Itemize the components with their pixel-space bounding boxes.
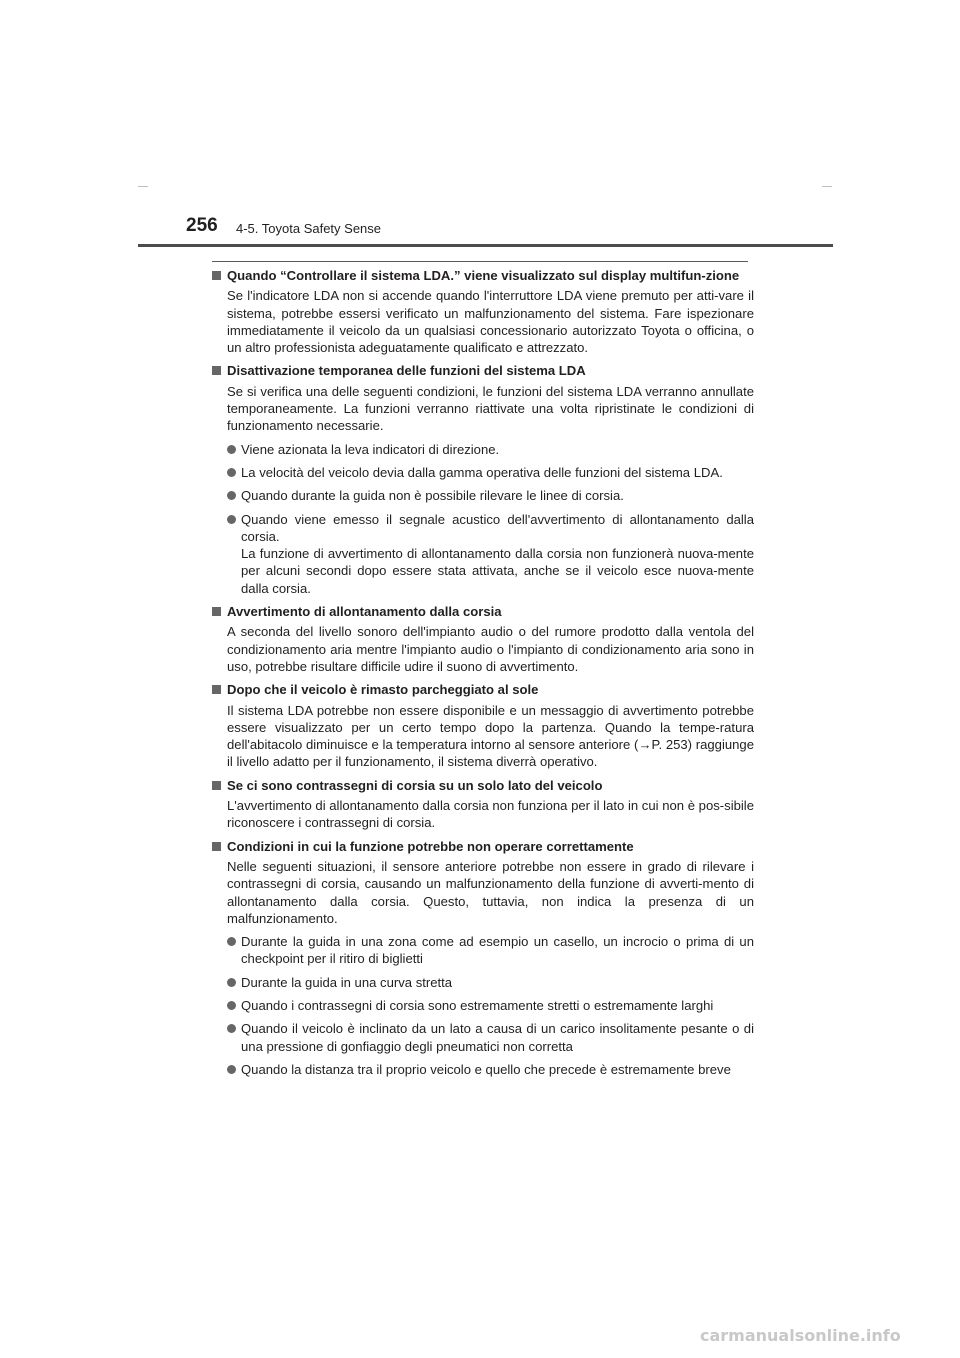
page-number: 256	[186, 215, 218, 236]
circle-bullet-icon	[227, 1065, 236, 1074]
square-bullet-icon	[212, 607, 221, 616]
paragraph: Se l'indicatore LDA non si accende quando l'interruttore LDA viene premuto per atti-vare il sistema, potrebbe essersi verificato un malfunzionamento del sistema. Fare ispezionare immediatamente il veicolo da un qualsiasi concessionario autorizzato Toyota o officina, o un altro professionista adeguatamente qualificato e attrezzato.	[227, 288, 754, 356]
circle-bullet-icon	[227, 1001, 236, 1010]
section-heading: Condizioni in cui la funzione potrebbe non operare correttamente	[210, 838, 754, 855]
square-bullet-icon	[212, 366, 221, 375]
paragraph: Nelle seguenti situazioni, il sensore anteriore potrebbe non essere in grado di rilevare i contrassegni di corsia, causando un malfunzionamento della funzione di avverti-mento di allontanamento dalla corsia. Questo, tuttavia, non indica la presenza di un malfunzionamento.	[227, 858, 754, 926]
square-bullet-icon	[212, 781, 221, 790]
list-item: Quando il veicolo è inclinato da un lato a causa di un carico insolitamente pesante o di una pressione di gonfiaggio degli pneumatici non corretta	[210, 1020, 754, 1055]
circle-bullet-icon	[227, 515, 236, 524]
section-heading: Disattivazione temporanea delle funzioni del sistema LDA	[210, 362, 754, 379]
circle-bullet-icon	[227, 937, 236, 946]
circle-bullet-icon	[227, 468, 236, 477]
list-item: Quando i contrassegni di corsia sono estremamente stretti o estremamente larghi	[210, 997, 754, 1014]
circle-bullet-icon	[227, 445, 236, 454]
circle-bullet-icon	[227, 1024, 236, 1033]
paragraph: Se si verifica una delle seguenti condizioni, le funzioni del sistema LDA verranno annullate temporaneamente. La funzioni verranno riattivate una volta ripristinate le condizioni di funzionamento necessarie.	[227, 383, 754, 434]
list-item: Quando viene emesso il segnale acustico dell'avvertimento di allontanamento dalla corsia. La funzione di avvertimento di allontanamento dalla corsia non funzionerà nuova-mente per alcuni secondi dopo essere stata attivata, anche se il veicolo esce nuova-mente dalla corsia.	[210, 511, 754, 597]
square-bullet-icon	[212, 685, 221, 694]
paragraph: Il sistema LDA potrebbe non essere disponibile e un messaggio di avvertimento potrebbe essere visualizzato per un certo tempo dopo la partenza. Quando la tempe-ratura dell'abitacolo diminuisce e la temperatura intorno al sensore anteriore (→P. 253) raggiunge il livello adatto per il funzionamento, il sistema diverrà operativo.	[227, 702, 754, 770]
list-item: Durante la guida in una curva stretta	[210, 974, 754, 991]
section-heading: Dopo che il veicolo è rimasto parcheggiato al sole	[210, 681, 754, 698]
list-item: La velocità del veicolo devia dalla gamma operativa delle funzioni del sistema LDA.	[210, 464, 754, 481]
list-item: Durante la guida in una zona come ad esempio un casello, un incrocio o prima di un checkpoint per il ritiro di biglietti	[210, 933, 754, 968]
crop-mark-right	[822, 186, 832, 187]
section-title: 4-5. Toyota Safety Sense	[236, 221, 382, 236]
list-item: Quando la distanza tra il proprio veicolo e quello che precede è estremamente breve	[210, 1061, 754, 1078]
paragraph: L'avvertimento di allontanamento dalla corsia non funziona per il lato in cui non è pos-sibile riconoscere i contrassegni di corsia.	[227, 798, 754, 831]
square-bullet-icon	[212, 842, 221, 851]
list-item: Quando durante la guida non è possibile rilevare le linee di corsia.	[210, 487, 754, 504]
watermark: carmanualsonline.info	[700, 1326, 901, 1345]
section-heading: Se ci sono contrassegni di corsia su un solo lato del veicolo	[210, 777, 754, 794]
section-divider	[212, 261, 748, 262]
header-rule	[138, 244, 833, 247]
square-bullet-icon	[212, 271, 221, 280]
list-item: Viene azionata la leva indicatori di direzione.	[210, 441, 754, 458]
page-content	[210, 267, 754, 1078]
paragraph: A seconda del livello sonoro dell'impianto audio o del rumore prodotto dalla ventola del condizionamento aria mentre l'impianto audio o l'impianto di condizionamento aria sono in uso, potrebbe risultare difficile udire il suono di avvertimento.	[227, 624, 754, 674]
circle-bullet-icon	[227, 978, 236, 987]
crop-mark-left	[138, 186, 148, 187]
circle-bullet-icon	[227, 491, 236, 500]
section-heading: Quando “Controllare il sistema LDA.” viene visualizzato sul display multifun-zione	[210, 267, 754, 284]
section-heading: Avvertimento di allontanamento dalla corsia	[210, 603, 754, 620]
